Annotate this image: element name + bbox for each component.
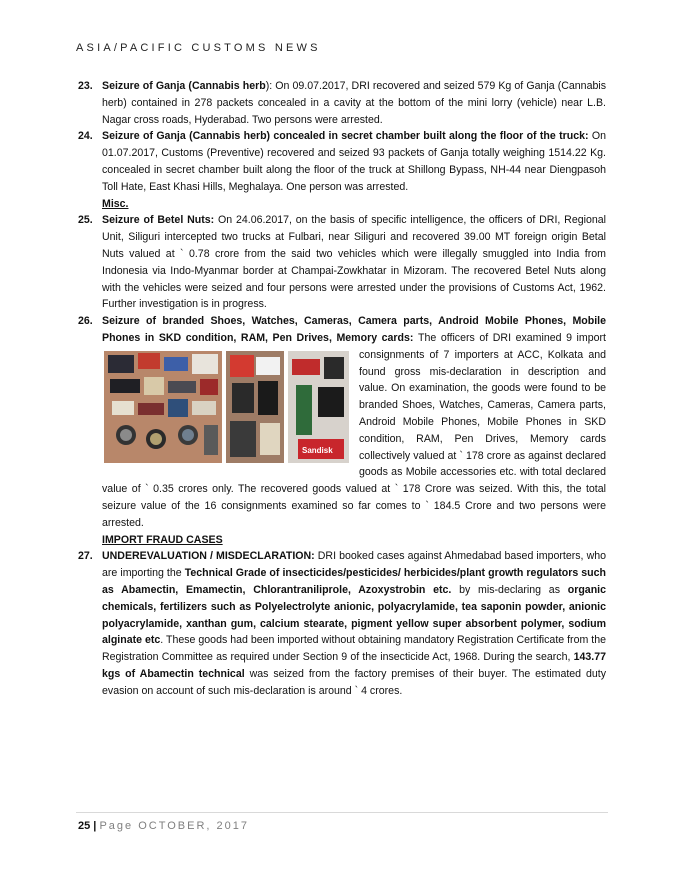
item-number: 25. — [78, 214, 93, 227]
footer-label: Page OCTOBER, 2017 — [99, 820, 249, 832]
page-number: 25 — [78, 820, 91, 832]
item-title: Seizure of branded Shoes, Watches, Cameras, Camera parts, Android Mobile Phones, Mobile Phones in SKD condition, RAM, Pen Drives, Memory cards: — [102, 315, 606, 344]
item-text: ): On 09.07.2017, DRI recovered and seized 579 Kg of Ganja (Cannabis herb) contained in 278 packets concealed in a cavity at the bottom of the mini lorry (vehicle) near L.B. Nagar cross roads, Hyderabad. Two persons were arrested. — [102, 80, 607, 126]
running-header: ASIA/PACIFIC CUSTOMS NEWS — [76, 42, 321, 54]
item-27 — [78, 548, 606, 699]
footer-separator: | — [90, 820, 100, 832]
seized-goods-photos — [104, 351, 349, 463]
item-emphasis: 143.77 kgs of Abamectin technical — [102, 651, 606, 680]
photo-electronics — [226, 351, 284, 463]
item-24 — [78, 128, 606, 195]
item-26 — [78, 313, 606, 531]
item-emphasis: organic chemicals, fertilizers such as Polyelectrolyte anionic, polyacrylamide, tea saponin powder, anionic polyacrylamide, xanthan gum, calcium stearate, pigment yellow super absorbent polymer, sodium alginate etc — [102, 583, 606, 647]
item-number: 23. — [78, 80, 93, 92]
item-number: 26. — [78, 315, 93, 328]
item-23 — [78, 78, 606, 128]
footer-divider — [76, 812, 608, 813]
item-number: 27. — [78, 550, 93, 563]
photo-memory-cards — [288, 351, 349, 463]
item-text: On 24.06.2017, on the basis of specific intelligence, the officers of DRI, Regional Unit, Siliguri intercepted two trucks at Fulbari, near Siliguri and recovered 39.00 MT foreign origin Betal Nuts valued at ` 0.78 crore from the said two vehicles which were illegally smuggled into India from Indonesia via Indo-Myanmar border at Champai-Zowkhatar in Mizoram. The recovered Betel Nuts along with the vehicles were seized and four persons were arrested under the provisions of Customs Act, 1962. Further investigation is in progress. — [102, 214, 606, 311]
section-heading-misc: Misc. — [102, 197, 129, 210]
item-text: by mis-declaring as — [451, 583, 568, 596]
item-text: On 01.07.2017, Customs (Preventive) recovered and seized 93 packets of Ganja totally weighing 1514.22 Kg. concealed in secret chamber built along the floor of the truck at Shillong Bypass, NH-44 near Diengpasoh Toll Hate, East Khasi Hills, Meghalaya. One person was arrested. — [102, 130, 606, 193]
item-emphasis: Technical Grade of insecticides/pesticides/ herbicides/plant growth regulators such as Abamectin, Emamectin, Chlorantraniliprole, Azoxystrobin etc. — [102, 567, 606, 596]
item-text: DRI booked cases against Ahmedabad based importers, who are importing the — [102, 550, 606, 580]
item-title: Seizure of Betel Nuts: — [102, 214, 215, 227]
section-heading-import-fraud: IMPORT FRAUD CASES — [102, 533, 223, 546]
document-body — [78, 78, 606, 699]
item-25 — [78, 212, 606, 313]
item-title: Seizure of Ganja (Cannabis herb — [102, 80, 266, 92]
photo-shoes-watches — [104, 351, 222, 463]
item-text: was seized from the factory premises of their buyer. The estimated duty evasion on account of such mis-declaration is around ` 4 crores. — [102, 667, 607, 697]
item-title: UNDEREVALUATION / MISDECLARATION: — [102, 550, 315, 563]
photo-brand-label: Sandisk — [302, 445, 333, 455]
item-number: 24. — [78, 130, 93, 143]
item-title: Seizure of Ganja (Cannabis herb) concealed in secret chamber built along the floor of the truck: — [102, 130, 589, 143]
item-text: . These goods had been imported without obtaining mandatory Registration Certificate from the Registration Committee as required under Section 9 of the insecticide Act, 1968. During the search, — [102, 634, 606, 664]
item-text: The officers of DRI examined 9 import consignments of 7 importers at ACC, Kolkata and found gross mis-declaration in description and value. On examination, the goods were found to be branded Shoes, Watches, Cameras, Camera parts, Android Mobile Phones, Mobile Phones in SKD condition, RAM, Pen Drives, Memory cards collectively valued at ` 178 crore as against declared goods as Mobile accessories etc. with total declared value of ` 0.35 crores only. The recovered goods valued at ` 178 Crore was seized. With this, the total seizure value of the 16 consignments examined so far comes to ` 184.5 Crore and two persons were arrested. — [102, 331, 606, 529]
page-footer — [78, 820, 249, 832]
